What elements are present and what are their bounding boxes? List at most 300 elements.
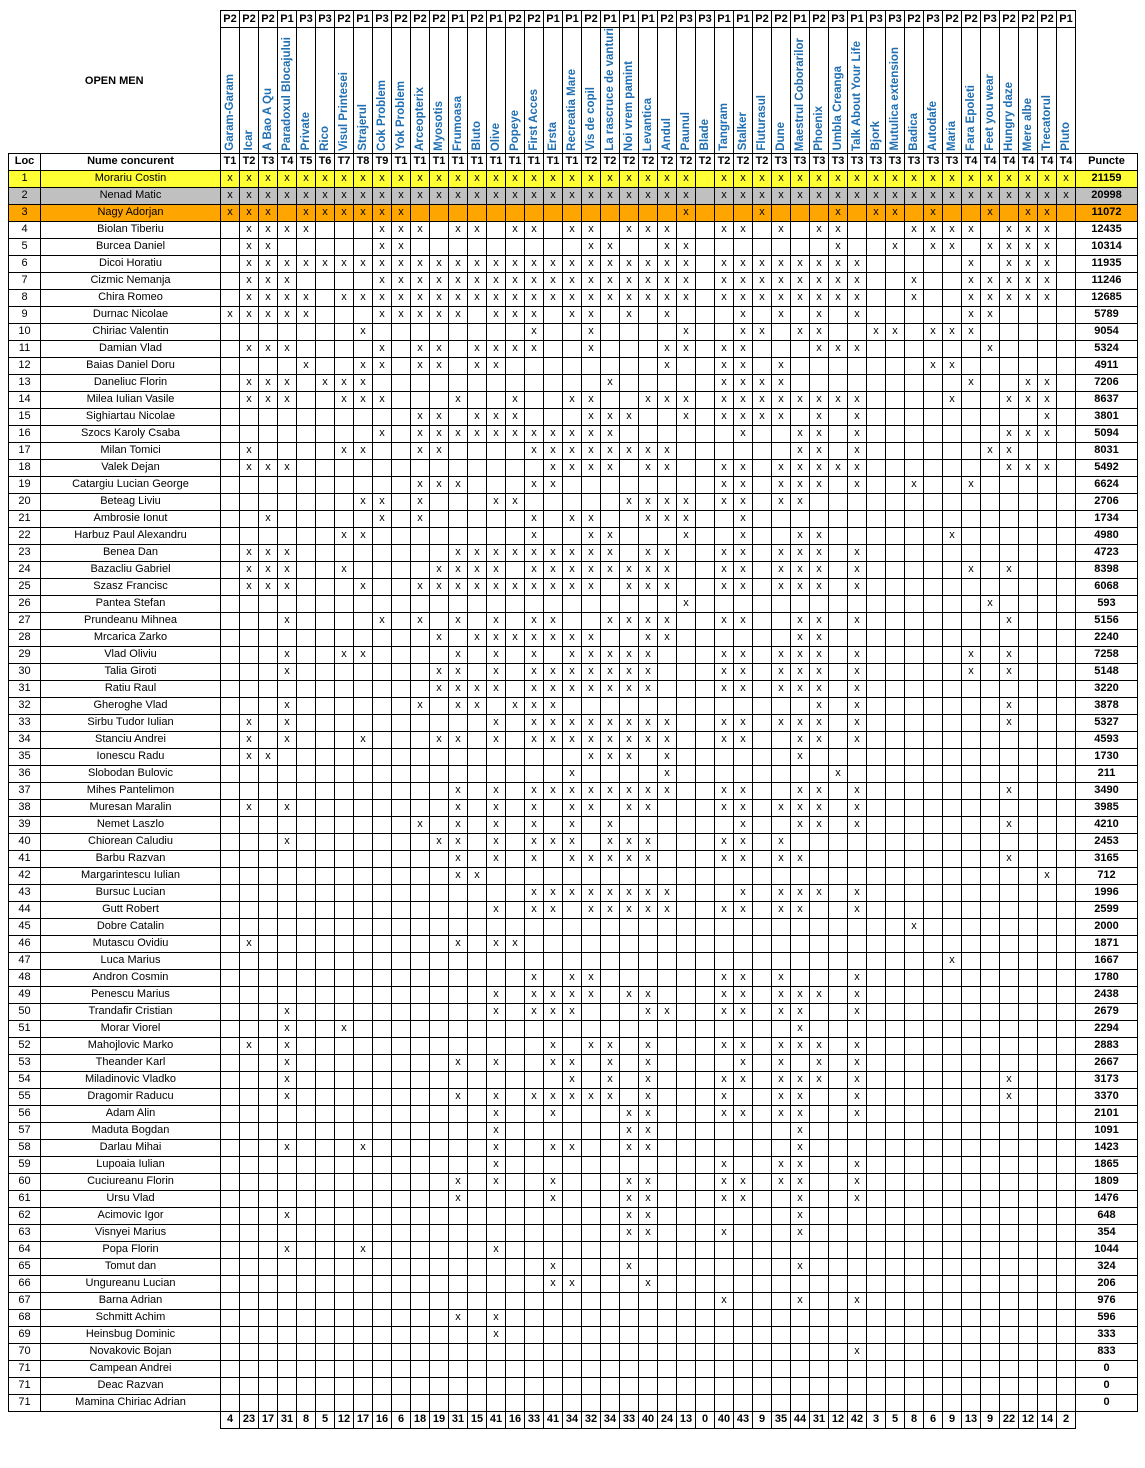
ascent-cell xyxy=(316,510,335,527)
ascent-cell xyxy=(943,850,962,867)
ascent-cell xyxy=(867,374,886,391)
ascent-mark: x xyxy=(582,544,601,561)
ascent-mark: x xyxy=(449,850,468,867)
ascent-cell xyxy=(335,680,354,697)
table-row xyxy=(9,714,1138,731)
ascent-mark: x xyxy=(981,238,1000,255)
ascent-mark: x xyxy=(924,238,943,255)
ascent-cell xyxy=(259,1258,278,1275)
ascent-cell xyxy=(753,425,772,442)
ascent-cell xyxy=(962,1343,981,1360)
ascent-cell xyxy=(715,1258,734,1275)
ascent-cell xyxy=(430,952,449,969)
ascent-cell xyxy=(316,680,335,697)
ascent-mark: x xyxy=(1019,391,1038,408)
ascent-cell xyxy=(620,238,639,255)
ascent-cell xyxy=(753,731,772,748)
ascent-cell xyxy=(240,680,259,697)
ascent-cell xyxy=(1019,918,1038,935)
ascent-cell xyxy=(506,595,525,612)
ascent-cell xyxy=(392,595,411,612)
ascent-cell xyxy=(240,1343,259,1360)
ascent-cell xyxy=(677,1326,696,1343)
ascent-cell xyxy=(905,408,924,425)
ascent-cell xyxy=(297,1139,316,1156)
ascent-mark: x xyxy=(601,731,620,748)
route-name-label: Fluturasul xyxy=(755,95,768,151)
ascent-cell xyxy=(981,935,1000,952)
ascent-cell xyxy=(411,1224,430,1241)
ascent-cell xyxy=(392,1003,411,1020)
route-total: 9 xyxy=(943,1411,962,1428)
ascent-mark: x xyxy=(810,782,829,799)
ascent-cell xyxy=(354,952,373,969)
ascent-cell xyxy=(1057,510,1076,527)
ascent-mark: x xyxy=(1000,187,1019,204)
ascent-cell xyxy=(715,1020,734,1037)
ascent-cell xyxy=(373,1054,392,1071)
ascent-cell xyxy=(810,867,829,884)
competitor-name: Popa Florin xyxy=(41,1241,221,1258)
rank-cell: 38 xyxy=(9,799,41,816)
ascent-cell xyxy=(620,459,639,476)
points-cell: 12435 xyxy=(1076,221,1138,238)
ascent-mark: x xyxy=(753,374,772,391)
ascent-cell xyxy=(715,935,734,952)
ascent-cell xyxy=(1019,1122,1038,1139)
ascent-cell xyxy=(943,476,962,493)
ascent-cell xyxy=(392,884,411,901)
ascent-cell xyxy=(943,816,962,833)
ascent-cell xyxy=(981,612,1000,629)
ascent-mark: x xyxy=(734,391,753,408)
ascent-cell xyxy=(373,663,392,680)
ascent-mark: x xyxy=(563,782,582,799)
ascent-cell xyxy=(867,1003,886,1020)
ascent-cell xyxy=(506,952,525,969)
route-tier: P1 xyxy=(544,11,563,28)
ascent-mark: x xyxy=(810,306,829,323)
rank-cell: 42 xyxy=(9,867,41,884)
ascent-mark: x xyxy=(506,340,525,357)
ascent-cell xyxy=(962,782,981,799)
ascent-cell xyxy=(411,1292,430,1309)
ascent-cell xyxy=(563,595,582,612)
ascent-cell xyxy=(1000,748,1019,765)
route-total: 19 xyxy=(430,1411,449,1428)
ascent-cell xyxy=(525,459,544,476)
ascent-cell xyxy=(639,357,658,374)
route-name xyxy=(392,28,411,154)
ascent-mark: x xyxy=(791,391,810,408)
ascent-mark: x xyxy=(582,1037,601,1054)
ascent-cell xyxy=(829,1139,848,1156)
ascent-mark: x xyxy=(1038,408,1057,425)
ascent-cell xyxy=(810,1258,829,1275)
ascent-cell xyxy=(867,289,886,306)
ascent-cell xyxy=(506,680,525,697)
route-total: 6 xyxy=(924,1411,943,1428)
ascent-mark: x xyxy=(829,238,848,255)
ascent-cell xyxy=(582,816,601,833)
ascent-mark: x xyxy=(563,646,582,663)
ascent-cell xyxy=(297,680,316,697)
ascent-cell xyxy=(240,1156,259,1173)
ascent-mark: x xyxy=(582,289,601,306)
ascent-mark: x xyxy=(810,340,829,357)
ascent-cell xyxy=(506,918,525,935)
ascent-cell xyxy=(297,1190,316,1207)
ascent-cell xyxy=(297,408,316,425)
ascent-cell xyxy=(734,935,753,952)
route-tier: P2 xyxy=(240,11,259,28)
ascent-mark: x xyxy=(354,391,373,408)
ascent-cell xyxy=(335,714,354,731)
ascent-cell xyxy=(753,697,772,714)
ascent-cell xyxy=(449,1003,468,1020)
ascent-cell xyxy=(411,1139,430,1156)
ascent-cell xyxy=(639,425,658,442)
ascent-mark: x xyxy=(563,680,582,697)
ascent-cell xyxy=(544,1156,563,1173)
ascent-cell xyxy=(525,1309,544,1326)
ascent-cell xyxy=(259,1020,278,1037)
points-cell: 20998 xyxy=(1076,187,1138,204)
route-name xyxy=(373,28,392,154)
route-group: T3 xyxy=(905,153,924,170)
ascent-cell xyxy=(259,1122,278,1139)
ascent-mark: x xyxy=(240,731,259,748)
ascent-cell xyxy=(373,1360,392,1377)
points-cell: 2599 xyxy=(1076,901,1138,918)
ascent-cell xyxy=(544,204,563,221)
ascent-mark: x xyxy=(601,442,620,459)
ascent-mark: x xyxy=(525,799,544,816)
ascent-cell xyxy=(753,782,772,799)
route-name xyxy=(449,28,468,154)
ascent-mark: x xyxy=(677,408,696,425)
ascent-mark: x xyxy=(620,833,639,850)
route-name-label: Cok Problem xyxy=(375,79,388,151)
ascent-mark: x xyxy=(810,986,829,1003)
ascent-cell xyxy=(335,272,354,289)
ascent-mark: x xyxy=(601,561,620,578)
ascent-cell xyxy=(734,918,753,935)
ascent-cell xyxy=(259,1309,278,1326)
ascent-cell xyxy=(734,1394,753,1411)
ascent-cell xyxy=(1057,561,1076,578)
ascent-mark: x xyxy=(411,816,430,833)
ascent-cell xyxy=(582,1241,601,1258)
ascent-mark: x xyxy=(468,187,487,204)
ascent-cell xyxy=(924,374,943,391)
ascent-cell xyxy=(658,1071,677,1088)
ascent-cell xyxy=(259,442,278,459)
ascent-cell xyxy=(620,1241,639,1258)
ascent-mark: x xyxy=(658,340,677,357)
route-total: 40 xyxy=(715,1411,734,1428)
ascent-mark: x xyxy=(487,782,506,799)
ascent-mark: x xyxy=(658,1003,677,1020)
ascent-cell xyxy=(1057,731,1076,748)
ascent-cell xyxy=(411,374,430,391)
ascent-cell xyxy=(981,561,1000,578)
ascent-mark: x xyxy=(962,561,981,578)
ascent-mark: x xyxy=(601,714,620,731)
ascent-cell xyxy=(240,986,259,1003)
ascent-cell xyxy=(373,408,392,425)
ascent-cell xyxy=(696,918,715,935)
ascent-cell xyxy=(1000,918,1019,935)
ascent-cell xyxy=(544,969,563,986)
route-group: T3 xyxy=(829,153,848,170)
ascent-cell xyxy=(810,1003,829,1020)
ascent-mark: x xyxy=(487,731,506,748)
ascent-cell xyxy=(563,1037,582,1054)
route-name xyxy=(316,28,335,154)
route-name xyxy=(943,28,962,154)
competitor-name: Muresan Maralin xyxy=(41,799,221,816)
ascent-cell xyxy=(715,1275,734,1292)
ascent-cell xyxy=(411,595,430,612)
ascent-cell xyxy=(506,1088,525,1105)
ascent-mark: x xyxy=(468,680,487,697)
ascent-cell xyxy=(240,1139,259,1156)
ascent-cell xyxy=(354,1054,373,1071)
route-group: T1 xyxy=(525,153,544,170)
ascent-cell xyxy=(259,1105,278,1122)
ascent-cell xyxy=(1057,901,1076,918)
ascent-cell xyxy=(962,748,981,765)
ascent-cell xyxy=(791,238,810,255)
ascent-cell xyxy=(221,272,240,289)
ascent-cell xyxy=(411,952,430,969)
ascent-cell xyxy=(373,1309,392,1326)
ascent-cell xyxy=(563,493,582,510)
ascent-mark: x xyxy=(1019,238,1038,255)
ascent-cell xyxy=(1057,1241,1076,1258)
ascent-mark: x xyxy=(791,1258,810,1275)
ascent-cell xyxy=(430,493,449,510)
ascent-cell xyxy=(1057,1156,1076,1173)
ascent-cell xyxy=(962,1020,981,1037)
ascent-cell xyxy=(411,782,430,799)
points-cell: 5327 xyxy=(1076,714,1138,731)
ascent-mark: x xyxy=(506,272,525,289)
ascent-cell xyxy=(696,374,715,391)
rank-cell: 54 xyxy=(9,1071,41,1088)
ascent-cell xyxy=(772,1275,791,1292)
ascent-cell xyxy=(240,663,259,680)
route-group: T4 xyxy=(1019,153,1038,170)
ascent-cell xyxy=(601,476,620,493)
ascent-mark: x xyxy=(468,544,487,561)
ascent-cell xyxy=(829,1241,848,1258)
ascent-cell xyxy=(772,442,791,459)
ascent-cell xyxy=(943,306,962,323)
ascent-cell xyxy=(582,867,601,884)
ascent-cell xyxy=(1019,493,1038,510)
route-total: 12 xyxy=(335,1411,354,1428)
rank-cell: 20 xyxy=(9,493,41,510)
ascent-mark: x xyxy=(525,170,544,187)
ascent-cell xyxy=(791,1309,810,1326)
ascent-mark: x xyxy=(373,255,392,272)
ascent-cell xyxy=(354,459,373,476)
ascent-mark: x xyxy=(1038,289,1057,306)
ascent-cell xyxy=(525,493,544,510)
ascent-cell xyxy=(620,1071,639,1088)
ascent-cell xyxy=(1038,969,1057,986)
ascent-cell xyxy=(468,850,487,867)
ascent-cell xyxy=(221,1394,240,1411)
route-name xyxy=(753,28,772,154)
ascent-cell xyxy=(943,833,962,850)
ascent-cell xyxy=(1038,1275,1057,1292)
competitor-name: Darlau Mihai xyxy=(41,1139,221,1156)
points-cell: 324 xyxy=(1076,1258,1138,1275)
ascent-cell xyxy=(316,1224,335,1241)
ascent-cell xyxy=(278,935,297,952)
ascent-mark: x xyxy=(962,374,981,391)
ascent-cell xyxy=(468,833,487,850)
ascent-cell xyxy=(1019,782,1038,799)
ascent-cell xyxy=(411,714,430,731)
ascent-mark: x xyxy=(715,221,734,238)
ascent-cell xyxy=(240,595,259,612)
ascent-mark: x xyxy=(544,578,563,595)
ascent-mark: x xyxy=(658,884,677,901)
ascent-cell xyxy=(981,697,1000,714)
ascent-cell xyxy=(867,935,886,952)
ascent-cell xyxy=(582,476,601,493)
ascent-mark: x xyxy=(791,170,810,187)
ascent-cell xyxy=(943,986,962,1003)
ascent-mark: x xyxy=(487,187,506,204)
competitor-name: Nemet Laszlo xyxy=(41,816,221,833)
ascent-cell xyxy=(335,1377,354,1394)
ascent-cell xyxy=(373,986,392,1003)
ascent-cell xyxy=(734,1275,753,1292)
table-row xyxy=(9,1156,1138,1173)
table-row xyxy=(9,1309,1138,1326)
ascent-mark: x xyxy=(791,425,810,442)
ascent-mark: x xyxy=(810,816,829,833)
ascent-cell xyxy=(221,289,240,306)
ascent-cell xyxy=(392,1360,411,1377)
ascent-cell xyxy=(354,1105,373,1122)
ascent-cell xyxy=(373,646,392,663)
route-group: T3 xyxy=(791,153,810,170)
ascent-cell xyxy=(1019,476,1038,493)
ascent-cell xyxy=(715,1394,734,1411)
ascent-cell xyxy=(753,527,772,544)
ascent-mark: x xyxy=(525,612,544,629)
ascent-mark: x xyxy=(639,1122,658,1139)
ascent-mark: x xyxy=(1000,272,1019,289)
rank-cell: 6 xyxy=(9,255,41,272)
ascent-mark: x xyxy=(639,680,658,697)
ascent-cell xyxy=(981,969,1000,986)
ascent-cell xyxy=(639,816,658,833)
ascent-mark: x xyxy=(620,1258,639,1275)
ascent-cell xyxy=(221,1054,240,1071)
ascent-mark: x xyxy=(715,391,734,408)
ascent-mark: x xyxy=(829,391,848,408)
ascent-cell xyxy=(430,1275,449,1292)
ascent-cell xyxy=(772,340,791,357)
ascent-cell xyxy=(810,918,829,935)
ascent-mark: x xyxy=(848,425,867,442)
ascent-cell xyxy=(962,204,981,221)
ascent-cell xyxy=(430,1003,449,1020)
ascent-cell xyxy=(696,714,715,731)
ascent-mark: x xyxy=(487,646,506,663)
ascent-cell xyxy=(259,1037,278,1054)
ascent-cell xyxy=(240,782,259,799)
ascent-cell xyxy=(810,1088,829,1105)
ascent-cell xyxy=(221,1343,240,1360)
route-name-label: Maria xyxy=(945,120,958,151)
ascent-cell xyxy=(297,238,316,255)
ascent-cell xyxy=(696,289,715,306)
ascent-cell xyxy=(1057,1343,1076,1360)
route-total: 14 xyxy=(1038,1411,1057,1428)
ascent-mark: x xyxy=(373,357,392,374)
ascent-cell xyxy=(373,1037,392,1054)
ascent-mark: x xyxy=(506,629,525,646)
ascent-cell xyxy=(335,1156,354,1173)
ascent-cell xyxy=(259,425,278,442)
ascent-mark: x xyxy=(715,731,734,748)
ascent-cell xyxy=(886,765,905,782)
ascent-mark: x xyxy=(772,646,791,663)
ascent-cell xyxy=(1019,306,1038,323)
ascent-cell xyxy=(696,1156,715,1173)
ascent-mark: x xyxy=(620,714,639,731)
ascent-cell xyxy=(1057,238,1076,255)
ascent-mark: x xyxy=(924,357,943,374)
route-name-label: Visul Printesei xyxy=(337,71,350,151)
ascent-cell xyxy=(335,238,354,255)
route-group: T4 xyxy=(1038,153,1057,170)
ascent-mark: x xyxy=(544,425,563,442)
ascent-cell xyxy=(259,1139,278,1156)
ascent-cell xyxy=(1000,1292,1019,1309)
ascent-cell xyxy=(335,918,354,935)
ascent-cell xyxy=(772,1292,791,1309)
ascent-cell xyxy=(734,1224,753,1241)
ascent-cell xyxy=(544,952,563,969)
ascent-mark: x xyxy=(829,289,848,306)
ascent-cell xyxy=(335,1088,354,1105)
ascent-cell xyxy=(335,1309,354,1326)
ascent-cell xyxy=(354,799,373,816)
ascent-cell xyxy=(848,1360,867,1377)
ascent-cell xyxy=(335,1071,354,1088)
ascent-cell xyxy=(886,306,905,323)
ascent-cell xyxy=(696,561,715,578)
ascent-mark: x xyxy=(544,442,563,459)
ascent-cell xyxy=(677,221,696,238)
ascent-cell xyxy=(753,476,772,493)
ascent-cell xyxy=(924,1326,943,1343)
ascent-cell xyxy=(753,1020,772,1037)
ascent-mark: x xyxy=(791,663,810,680)
ascent-cell xyxy=(791,510,810,527)
rank-cell: 1 xyxy=(9,170,41,187)
ascent-cell xyxy=(544,323,563,340)
